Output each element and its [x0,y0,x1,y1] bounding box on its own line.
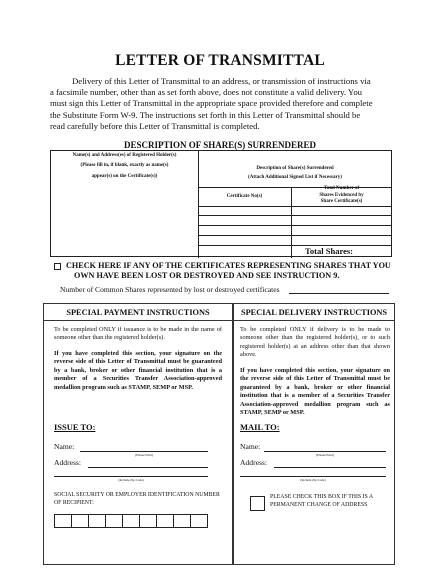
shares-surrendered-table [50,150,392,257]
delivery-address-label: Address: [240,458,267,467]
header-line: Description of Share(s) Surrendered [256,166,334,171]
ssn-digit-box[interactable] [156,514,174,528]
payment-name-caption: (Please Print) [135,453,153,457]
payment-heading: SPECIAL PAYMENT INSTRUCTIONS [66,308,210,317]
ssn-digit-box[interactable] [88,514,106,528]
ssn-digit-box[interactable] [105,514,123,528]
header-line: appear(s) on the Certificate(s)) [91,174,158,179]
ssn-digit-box[interactable] [139,514,157,528]
intro-line: a facsimile number, other than as set forth above, does not constitute a valid delivery. You [50,87,363,98]
delivery-name-label: Name: [240,442,261,451]
delivery-address-field-2[interactable] [240,476,386,477]
header-line: Share Certificate(s) [320,199,363,204]
payment-name-label: Name: [54,442,75,451]
payment-address-field-2[interactable] [54,476,208,477]
total-shares-label: Total Shares: [305,246,353,256]
permanent-address-label [270,494,388,509]
intro-line: read carefully before this Letter of Transmittal is completed. [50,120,260,131]
check-text-line: CHECK HERE IF ANY OF THE CERTIFICATES REPRESENTING SHARES THAT YOU [66,261,391,270]
ssn-digit-box[interactable] [122,514,140,528]
lost-shares-label: Number of Common Shares represented by lost or destroyed certificates [60,285,280,294]
delivery-name-field[interactable] [264,451,386,452]
ssn-label-line: SOCIAL SECURITY OR EMPLOYER IDENTIFICATION NUMBER [54,492,220,498]
issue-to-heading: ISSUE TO: [54,422,96,432]
ssn-digit-box[interactable] [54,514,72,528]
ssn-digit-box[interactable] [190,514,208,528]
delivery-guarantee-text: If you have completed this section, your signature on the reverse side of this Letter of Transmittal must be guaranteed by a bank, broker or other financial institution that is a member of a Securities Transfer Association-approved medallion program such as STAMP, SEMP or MSP. [240,367,390,417]
table-row-rule [198,225,392,226]
checkbox-label-line: PLEASE CHECK THIS BOX IF THIS IS A [270,494,374,500]
delivery-address-field-1[interactable] [274,467,386,468]
mail-to-heading: MAIL TO: [240,422,280,432]
table-row-rule [198,206,392,207]
header-line: Total Number of [323,186,360,191]
delivery-body-text: To be completed ONLY if delivery is to be made to someone other than the registered holder(s), or to such registered holder(s) at an address other than that shown above. [240,326,390,359]
special-payment-panel [43,303,233,565]
payment-guarantee-text: If you have completed this section, your signature on the reverse side of this Letter of Transmittal must be guaranteed by a bank, broker or other financial institution that is a member of a Securities Transfer Association-approved medallion program such as STAMP, SEMP or MSP. [54,350,222,391]
table-row-rule [198,215,392,216]
total-number-header [291,186,392,206]
permanent-address-checkbox[interactable] [250,496,265,511]
certificate-no-header: Certificate No(s) [226,194,263,199]
special-delivery-panel [233,303,395,565]
table-row-rule [198,235,392,236]
check-text-line: OWN HAVE BEEN LOST OR DESTROYED AND SEE INSTRUCTION 9. [74,271,340,280]
header-line: (Please fill in, if blank, exactly as name(s) [80,163,169,168]
ssn-digit-box[interactable] [173,514,191,528]
checkbox-label-line: PERMANENT CHANGE OF ADDRESS [270,501,368,508]
intro-line: the Substitute Form W-9. The instructions set forth in this Letter of Transmittal should be [50,109,361,120]
panel-rule [44,320,232,321]
payment-zip-caption: (Include Zip Code) [118,478,144,482]
header-line: (Attach Additional Signed List if Necessary) [248,175,342,180]
delivery-heading: SPECIAL DELIVERY INSTRUCTIONS [240,308,388,317]
payment-body-text: To be completed ONLY if issuance is to be made in the name of someone other than the registered holder(s). [54,326,222,342]
ssn-label [54,492,226,507]
intro-line: Delivery of this Letter of Transmittal to an address, or transmission of instructions via [72,76,371,86]
shares-section-heading: DESCRIPTION OF SHARE(S) SURRENDERED [124,140,316,150]
intro-line: must sign this Letter of Transmittal in the appropriate space provided therefore and complete [50,98,373,109]
delivery-zip-caption: (Include Zip Code) [300,478,326,482]
ssn-digit-box[interactable] [71,514,89,528]
intro-paragraph [50,76,392,132]
header-line: Shares Evidenced by [319,192,364,198]
description-column-header [198,165,392,181]
payment-name-field[interactable] [80,451,208,452]
delivery-name-caption: (Please Print) [316,453,334,457]
lost-certificates-text [66,261,396,281]
ssn-label-line: OF RECIPIENT: [54,499,94,506]
payment-address-field-1[interactable] [88,467,208,468]
header-line: Name(s) and Address(es) of Registered Holder(s) [72,153,177,158]
panel-rule [234,320,394,321]
holder-column-header [51,152,198,180]
lost-shares-input[interactable] [289,293,389,294]
lost-certificates-checkbox[interactable] [54,263,61,270]
payment-address-label: Address: [54,458,81,467]
document-title: LETTER OF TRANSMITTAL [115,52,325,69]
